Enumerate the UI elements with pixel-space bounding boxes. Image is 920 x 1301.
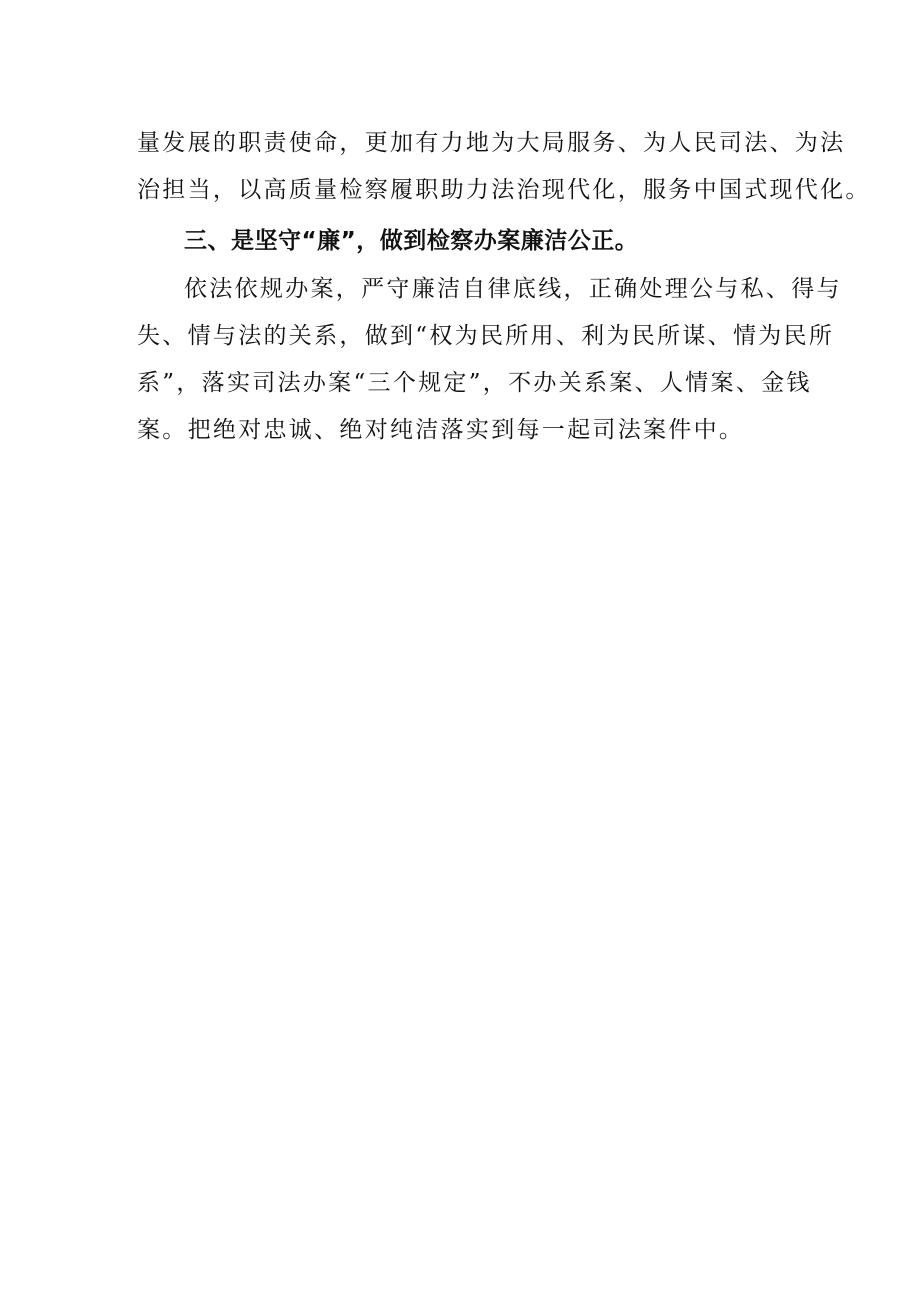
- section-heading: 三、是坚守“廉”，做到检察办案廉洁公正。: [184, 228, 639, 254]
- paragraph-line: 量发展的职责使命，更加有力地为大局服务、为人民司法、为法: [137, 130, 846, 156]
- paragraph-line: 案。把绝对忠诚、绝对纯洁落实到每一起司法案件中。: [137, 417, 745, 443]
- paragraph-line: 治担当，以高质量检察履职助力法治现代化，服务中国式现代化。: [137, 177, 871, 203]
- paragraph-body: [137, 266, 842, 454]
- paragraph-continuation: [137, 120, 871, 214]
- paragraph-line: 失、情与法的关系，做到“权为民所用、利为民所谋、情为民所: [137, 323, 835, 349]
- paragraph-line: 系”，落实司法办案“三个规定”，不办关系案、人情案、金钱: [137, 370, 812, 396]
- paragraph-line: 依法依规办案，严守廉洁自律底线，正确处理公与私、得与: [184, 276, 842, 302]
